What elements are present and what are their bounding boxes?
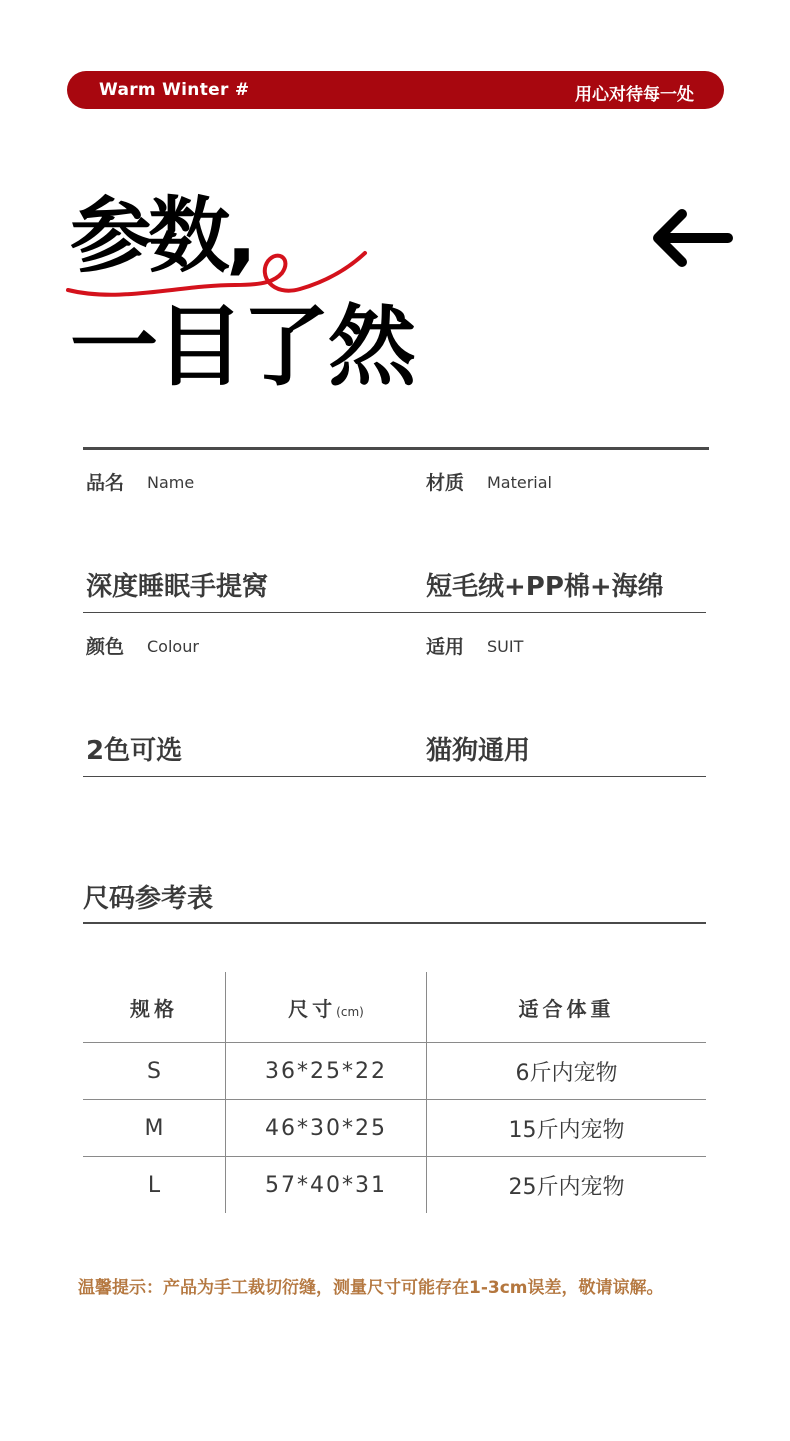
material-label-en: Material <box>487 473 552 492</box>
name-label: 品名 <box>86 472 125 494</box>
table-row <box>83 1100 706 1157</box>
banner-right-text: 用心对待每一处 <box>575 85 694 105</box>
name-label-en: Name <box>147 473 195 492</box>
size-table-title: 尺码参考表 <box>83 884 214 914</box>
header-dimensions-unit: (cm) <box>336 1004 364 1019</box>
size-cell: M <box>83 1100 226 1157</box>
dimensions-cell: 36*25*22 <box>226 1043 427 1100</box>
row2-divider <box>83 776 706 777</box>
material-label: 材质 <box>426 472 465 494</box>
top-banner <box>67 71 724 109</box>
dimensions-cell: 46*30*25 <box>226 1100 427 1157</box>
header-dimensions-label: 尺寸 <box>288 996 337 1021</box>
weight-cell: 6斤内宠物 <box>427 1043 707 1100</box>
weight-cell: 25斤内宠物 <box>427 1157 707 1214</box>
size-cell: S <box>83 1043 226 1100</box>
headline-line2: 一目了然 <box>70 295 415 398</box>
suit-label: 适用 <box>426 636 465 658</box>
size-title-divider <box>83 922 706 924</box>
header-spec: 规格 <box>83 972 226 1043</box>
table-row <box>83 1157 706 1214</box>
name-value: 深度睡眠手提窝 <box>86 572 269 602</box>
suit-value: 猫狗通用 <box>426 736 531 766</box>
tip-note: 温馨提示：产品为手工裁切衍缝，测量尺寸可能存在1-3cm误差，敬请谅解。 <box>78 1278 664 1298</box>
arrow-left-icon <box>648 206 734 270</box>
headline-line1: 参数, <box>70 189 254 284</box>
row1-divider <box>83 612 706 613</box>
colour-label: 颜色 <box>86 636 125 658</box>
top-divider <box>83 447 709 450</box>
weight-cell: 15斤内宠物 <box>427 1100 707 1157</box>
header-weight: 适合体重 <box>518 996 615 1021</box>
size-table-header <box>83 972 706 1043</box>
material-value: 短毛绒+PP棉+海绵 <box>426 572 664 602</box>
dimensions-cell: 57*40*31 <box>226 1157 427 1214</box>
banner-left-text: Warm Winter # <box>99 80 250 100</box>
suit-label-en: SUIT <box>487 637 524 656</box>
size-table <box>83 972 706 1213</box>
header-dimensions <box>226 972 427 1043</box>
colour-value: 2色可选 <box>86 736 183 766</box>
size-cell: L <box>83 1157 226 1214</box>
colour-label-en: Colour <box>147 637 199 656</box>
table-row <box>83 1043 706 1100</box>
